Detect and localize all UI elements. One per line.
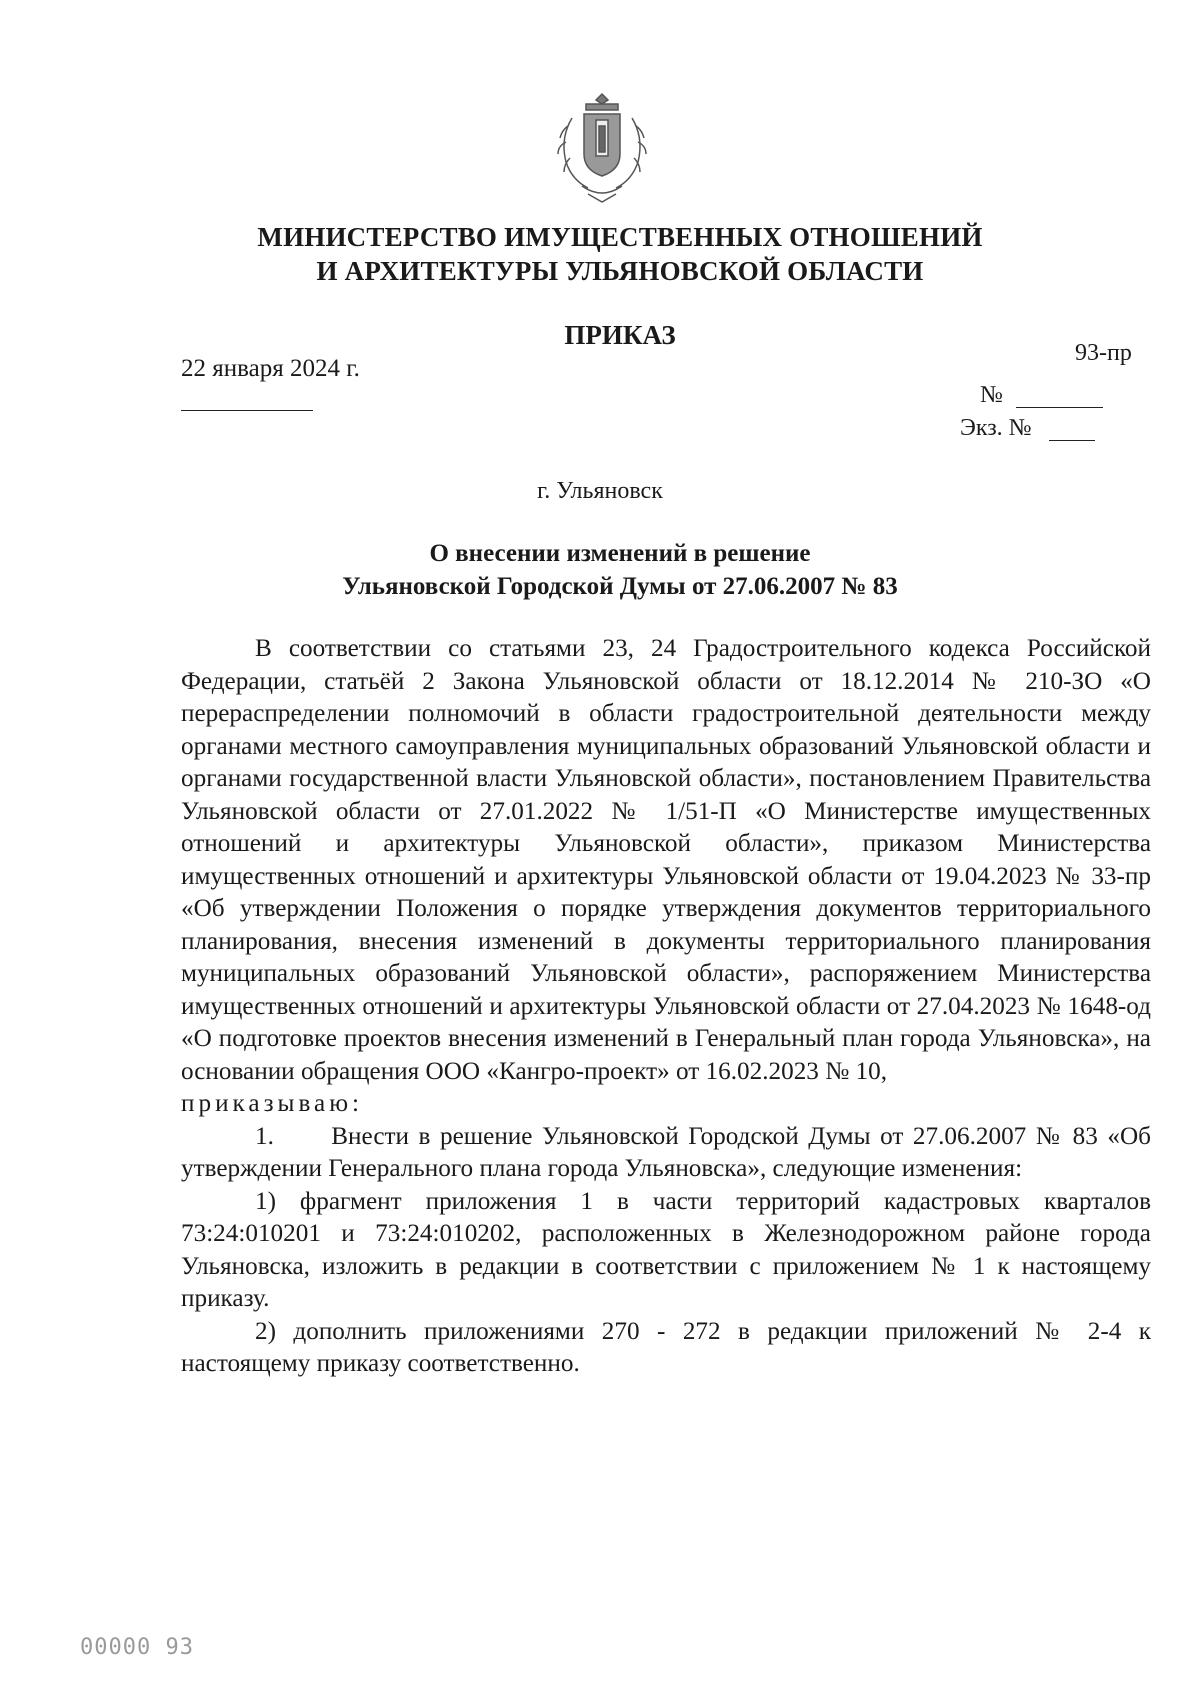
subject-line1: О внесении изменений в решение	[429, 540, 811, 567]
ministry-name-line1: МИНИСТЕРСТВО ИМУЩЕСТВЕННЫХ ОТНОШЕНИЙ	[257, 222, 983, 252]
order-item-1-2: 2) дополнить приложениями 270 - 272 в редакции приложений № 2-4 к настоящему приказу соответственно.	[181, 1317, 1151, 1377]
order-date: 22 января 2024 г.	[181, 355, 360, 382]
page-stamp-number: 00000 93	[80, 1635, 194, 1660]
coat-of-arms-emblem	[552, 90, 652, 210]
preamble-paragraph: В соответствии со статьями 23, 24 Градостроительного кодекса Российской Федерации, статьёй 2 Закона Ульяновской области от 18.12.2014 № 210-ЗО «О перераспределении полномочий в области градостроительной деятельности между органами местного самоуправления муниципальных образований Ульяновской области и органами государственной власти Ульяновской области», постановлением Правительства Ульяновской области от 27.01.2022 № 1/51-П «О Министерстве имущественных отношений и архитектуры Ульяновской области», приказом Министерства имущественных отношений и архитектуры Ульяновской области от 19.04.2023 № 33-пр «Об утверждении Положения о порядке утверждения документов территориального планирования, внесения изменений в документы территориального планирования муниципальных образований Ульяновской области», распоряжением Министерства имущественных отношений и архитектуры Ульяновской области от 27.04.2023 № 1648-од «О подготовке проектов внесения изменений в Генеральный план города Ульяновска», на основании обращения ООО «Кангро-проект» от 16.02.2023 № 10,	[181, 635, 1151, 1085]
subject-line2: Ульяновской Городской Думы от 27.06.2007 № 83	[342, 573, 898, 600]
city-name: г. Ульяновск	[537, 478, 663, 504]
number-underline	[1016, 407, 1103, 408]
order-number: 93-пр	[1075, 340, 1132, 366]
date-underline	[181, 410, 313, 411]
order-item-1: 1. Внести в решение Ульяновской Городской Думы от 27.06.2007 № 83 «Об утверждении Генерального плана города Ульяновска», следующие изменения:	[181, 1122, 1158, 1182]
document-type: ПРИКАЗ	[564, 320, 676, 350]
number-label: №	[980, 382, 1003, 408]
order-word: приказываю:	[181, 1090, 364, 1117]
copy-number-underline	[1049, 440, 1095, 441]
order-item-1-1: 1) фрагмент приложения 1 в части территорий кадастровых кварталов 73:24:010201 и 73:24:010202, расположенных в Железнодорожном районе города Ульяновска, изложить в редакции в соответствии с приложением № 1 к настоящему приказу.	[181, 1187, 1151, 1312]
ministry-name-line2: И АРХИТЕКТУРЫ УЛЬЯНОВСКОЙ ОБЛАСТИ	[316, 256, 924, 286]
copy-number-label: Экз. №	[960, 415, 1032, 441]
order-body	[181, 633, 1158, 1381]
